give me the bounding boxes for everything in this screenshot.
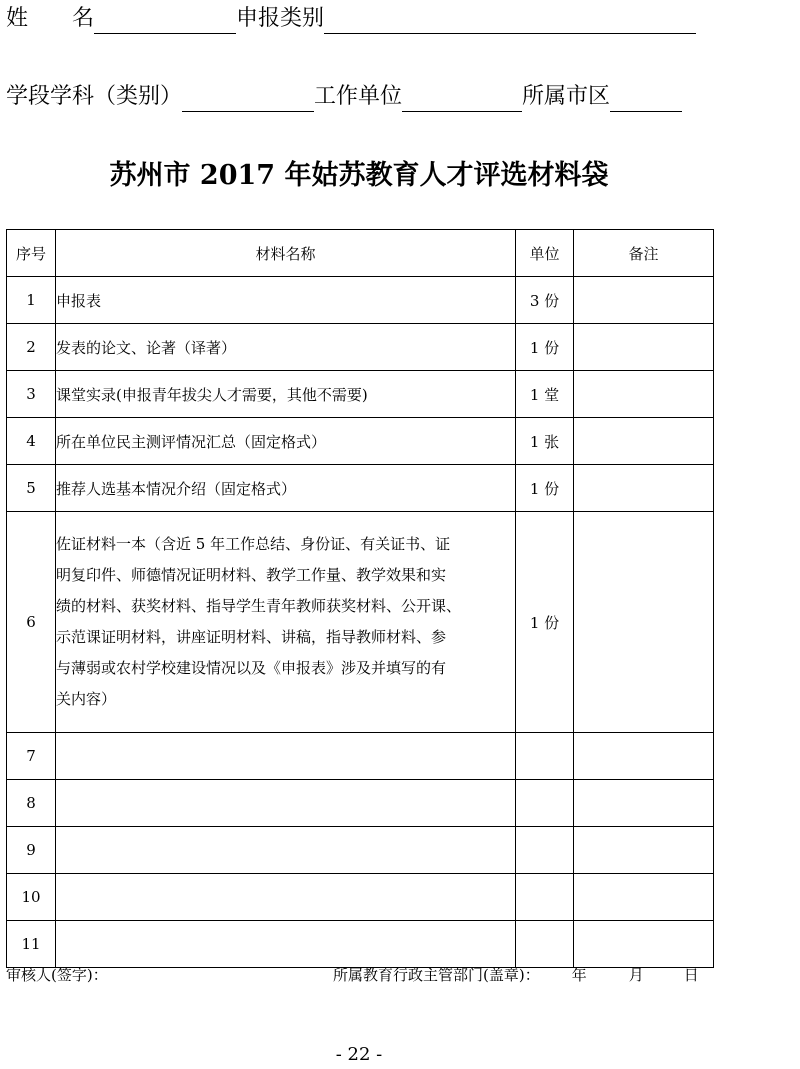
row-unit[interactable] bbox=[516, 827, 574, 874]
row-remark[interactable] bbox=[574, 371, 714, 418]
table-row bbox=[7, 827, 714, 874]
table-row bbox=[7, 465, 714, 512]
table-row bbox=[7, 324, 714, 371]
row-unit: 3 份 bbox=[516, 277, 574, 324]
month-label: 月 bbox=[628, 966, 644, 984]
row-material[interactable] bbox=[56, 780, 516, 827]
category-field[interactable] bbox=[324, 9, 696, 34]
header-row-1 bbox=[6, 4, 696, 34]
row-unit: 1 份 bbox=[516, 324, 574, 371]
page-number: - 22 - bbox=[335, 1044, 383, 1065]
table-row bbox=[7, 921, 714, 968]
category-label: 申报类别 bbox=[236, 6, 325, 31]
district-label: 所属市区 bbox=[522, 84, 611, 109]
row-material: 推荐人选基本情况介绍（固定格式） bbox=[56, 465, 516, 512]
row-number: 9 bbox=[7, 827, 56, 874]
row-unit[interactable] bbox=[516, 874, 574, 921]
row-number: 2 bbox=[7, 324, 56, 371]
table-row bbox=[7, 733, 714, 780]
row-number: 8 bbox=[7, 780, 56, 827]
table-row bbox=[7, 512, 714, 733]
row-number: 1 bbox=[7, 277, 56, 324]
name-field[interactable] bbox=[94, 9, 236, 34]
row-unit[interactable] bbox=[516, 733, 574, 780]
row-unit[interactable] bbox=[516, 921, 574, 968]
year-label: 年 bbox=[571, 966, 587, 984]
row-remark[interactable] bbox=[574, 874, 714, 921]
header-unit: 单位 bbox=[516, 230, 574, 277]
material-line: 明复印件、师德情况证明材料、教学工作量、教学效果和实 bbox=[56, 566, 447, 584]
header-row-2 bbox=[6, 82, 682, 112]
row-number: 10 bbox=[7, 874, 56, 921]
row-material[interactable] bbox=[56, 921, 516, 968]
row-remark[interactable] bbox=[574, 733, 714, 780]
header-material: 材料名称 bbox=[56, 230, 516, 277]
table-row bbox=[7, 874, 714, 921]
district-field[interactable] bbox=[610, 87, 682, 112]
table-row bbox=[7, 780, 714, 827]
row-number: 6 bbox=[7, 512, 56, 733]
row-material bbox=[56, 512, 516, 733]
row-number: 3 bbox=[7, 371, 56, 418]
subject-field[interactable] bbox=[182, 87, 314, 112]
row-remark[interactable] bbox=[574, 465, 714, 512]
subject-label: 学段学科（类别） bbox=[6, 84, 183, 109]
material-line: 示范课证明材料，讲座证明材料、讲稿，指导教师材料、参 bbox=[56, 628, 447, 646]
header-number: 序号 bbox=[7, 230, 56, 277]
department-seal-line bbox=[333, 964, 699, 985]
row-number: 5 bbox=[7, 465, 56, 512]
row-remark[interactable] bbox=[574, 418, 714, 465]
document-title: 苏州市 2017 年姑苏教育人才评选材料袋 bbox=[109, 160, 609, 191]
row-number: 7 bbox=[7, 733, 56, 780]
header-remark: 备注 bbox=[574, 230, 714, 277]
row-material: 发表的论文、论著（译著） bbox=[56, 324, 516, 371]
reviewer-signature-label: 审核人(签字)： bbox=[6, 966, 108, 984]
row-material[interactable] bbox=[56, 733, 516, 780]
name-label: 姓 名 bbox=[6, 6, 95, 31]
row-remark[interactable] bbox=[574, 827, 714, 874]
material-line: 佐证材料一本（含近 5 年工作总结、身份证、有关证书、证 bbox=[56, 535, 451, 553]
table-header-row bbox=[7, 230, 714, 277]
row-unit: 1 份 bbox=[516, 512, 574, 733]
row-number: 11 bbox=[7, 921, 56, 968]
row-unit: 1 张 bbox=[516, 418, 574, 465]
materials-table bbox=[6, 229, 714, 968]
table-row bbox=[7, 277, 714, 324]
row-remark[interactable] bbox=[574, 324, 714, 371]
work-unit-label: 工作单位 bbox=[314, 84, 403, 109]
row-remark[interactable] bbox=[574, 512, 714, 733]
row-remark[interactable] bbox=[574, 780, 714, 827]
row-material[interactable] bbox=[56, 827, 516, 874]
material-line: 绩的材料、获奖材料、指导学生青年教师获奖材料、公开课、 bbox=[56, 597, 462, 615]
row-material: 课堂实录(申报青年拔尖人才需要，其他不需要) bbox=[56, 371, 516, 418]
day-label: 日 bbox=[683, 966, 699, 984]
material-line: 关内容） bbox=[56, 690, 117, 708]
department-seal-label: 所属教育行政主管部门(盖章)： bbox=[333, 966, 540, 984]
row-material: 所在单位民主测评情况汇总（固定格式） bbox=[56, 418, 516, 465]
row-remark[interactable] bbox=[574, 277, 714, 324]
table-row bbox=[7, 371, 714, 418]
row-number: 4 bbox=[7, 418, 56, 465]
row-material[interactable] bbox=[56, 874, 516, 921]
table-row bbox=[7, 418, 714, 465]
row-unit: 1 堂 bbox=[516, 371, 574, 418]
row-material: 申报表 bbox=[56, 277, 516, 324]
work-unit-field[interactable] bbox=[402, 87, 522, 112]
row-unit: 1 份 bbox=[516, 465, 574, 512]
row-remark[interactable] bbox=[574, 921, 714, 968]
material-line: 与薄弱或农村学校建设情况以及《申报表》涉及并填写的有 bbox=[56, 659, 447, 677]
row-unit[interactable] bbox=[516, 780, 574, 827]
